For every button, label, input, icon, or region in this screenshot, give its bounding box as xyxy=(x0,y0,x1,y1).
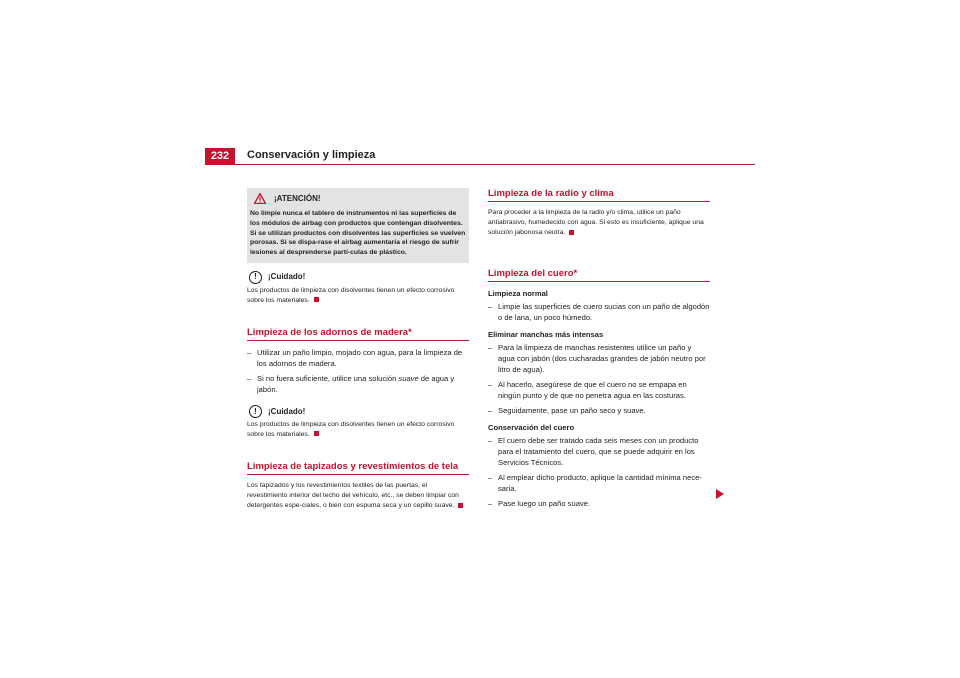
list-item: – Pase luego un paño suave. xyxy=(488,499,591,508)
warning-box xyxy=(247,188,469,263)
section-title: Limpieza de la radio y clima xyxy=(488,188,614,199)
header-rule xyxy=(205,164,755,165)
caution-title: ¡Cuidado! xyxy=(268,406,306,416)
list-item: – Al emplear dicho producto, aplique la cantidad mínima nece-saria. xyxy=(488,473,702,493)
list-item: – Para la limpieza de manchas resistentes utilice un paño y agua con jabón (dos cucharadas grandes de jabón neutro por litro de agua). xyxy=(488,343,706,374)
section-title: Limpieza de los adornos de madera* xyxy=(247,327,412,339)
end-square-icon xyxy=(314,431,319,436)
section-title: Limpieza del cuero* xyxy=(488,268,578,279)
page-number: 232 xyxy=(205,148,235,164)
subsection-title: Limpieza normal xyxy=(488,289,548,298)
caution-title: ¡Cuidado! xyxy=(268,272,306,282)
exclamation-circle-icon: ! xyxy=(249,271,262,284)
list-item: – Limpie las superficies de cuero sucias con un paño de algodón o de lana, un poco húmedo. xyxy=(488,302,710,322)
section-radio xyxy=(488,188,710,238)
continue-arrow-icon xyxy=(715,489,725,499)
caution-note-2 xyxy=(247,405,469,439)
section-leather xyxy=(488,268,710,509)
end-square-icon xyxy=(314,297,319,302)
end-square-icon xyxy=(458,503,463,508)
subsection-title: Eliminar manchas más intensas xyxy=(488,330,604,339)
section-rule xyxy=(247,340,469,341)
caution-body: Los productos de limpieza con disolventes tienen un efecto corrosivo sobre los materiales. xyxy=(247,421,455,438)
section-wood xyxy=(247,327,469,395)
subsection-title: Conservación del cuero xyxy=(488,423,575,432)
warning-body: No limpie nunca el tablero de instrumentos ni las superficies de los módulos de airbag con productos que contengan disolventes. Si se utilizan productos con disolventes las superficies se vuelven porosas. Si se dispa-rase el airbag aumentaría el riesgo de sufrir lesiones al desprenderse partí-culas de plástico. xyxy=(250,210,466,257)
page-title: Conservación y limpieza xyxy=(247,149,376,161)
warning-title: ¡ATENCIÓN! xyxy=(274,193,321,203)
caution-note-1 xyxy=(247,271,469,305)
list-item: – Utilizar un paño limpio, mojado con agua, para la limpieza de los adornos de madera. xyxy=(247,348,463,369)
list-item: – Seguidamente, pase un paño seco y suave. xyxy=(488,406,646,415)
list-item: – Al hacerlo, asegúrese de que el cuero no se empapa en ningún punto y de que no penetra agua en las costuras. xyxy=(488,380,687,400)
section-rule xyxy=(488,201,710,202)
caution-body: Los productos de limpieza con disolventes tienen un efecto corrosivo sobre los materiales. xyxy=(247,286,455,304)
page-header xyxy=(205,148,755,164)
section-upholstery xyxy=(247,461,469,511)
right-column xyxy=(488,188,710,513)
section-rule xyxy=(247,474,469,475)
section-title: Limpieza de tapizados y revestimientos de tela xyxy=(247,461,459,473)
end-square-icon xyxy=(569,230,574,235)
warning-triangle-icon xyxy=(254,193,266,204)
section-body: Para proceder a la limpieza de la radio y/o clima, utilice un paño antiabrasivo, humedecido con agua. Si esto es insuficiente, aplique una solución jabonosa neutra. xyxy=(488,209,704,236)
left-column xyxy=(247,188,469,511)
list-item: – El cuero debe ser tratado cada seis meses con un producto para el tratamiento del cuero, que se puede adquirir en los Servicios Técnicos. xyxy=(488,436,699,467)
exclamation-circle-icon: ! xyxy=(249,405,262,418)
section-body: Los tapizados y los revestimientos textiles de las puertas, el revestimiento interior del techo del vehículo, etc., se deben limpiar con detergentes espe-ciales, o bien con espuma seca y un cepillo suave. xyxy=(247,482,459,510)
list-item: – Si no fuera suficiente, utilice una solución suave de agua y jabón. xyxy=(247,374,455,395)
section-rule xyxy=(488,281,710,282)
